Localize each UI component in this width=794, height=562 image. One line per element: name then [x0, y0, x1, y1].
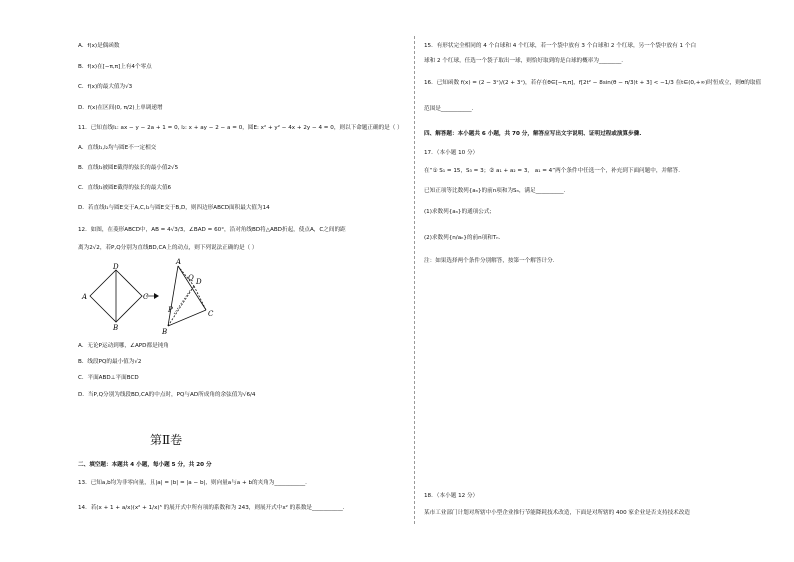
question-13: 13．已知a,b均为非零向量，且|a| = |b| = |a − b|，则向量a与a + b的夹角为___________.: [78, 480, 307, 486]
label-a: A: [82, 293, 88, 301]
q15-line2: 球和 2 个红球，任选一个袋子取出一球，则恰好取到的是白球的概率为________.: [424, 58, 624, 64]
tet-label-p: P: [168, 306, 173, 314]
label-d: D: [113, 263, 119, 271]
label-b: B: [113, 324, 119, 332]
q16-line1: 16．已知函数 f(x) = (2 − 3ˣ)/(2 + 3ˣ)，若存在θ∈[−π,π]，f[2t² − 8sin(θ − π/3)t + 3] < −1/3 在t∈(0,+∞)时恒成立，则θ的取值: [424, 80, 762, 86]
q17-part2: (2)求数列{n/aₙ}的前n项和Tₙ.: [424, 235, 501, 241]
q12-option-d: D．当P,Q分别为线段BD,CA的中点时，PQ与AD所成角的余弦值为√6/4: [78, 392, 256, 398]
label-c: C: [143, 293, 149, 301]
q17-premise: 已知正项等比数列{aₙ}的前n项和为Sₙ，满足__________.: [424, 188, 566, 194]
q10-option-c: C．f(x)的最大值为√3: [78, 84, 133, 90]
q11-option-d: D．若直线l₁与圆E交于A,C,l₂与圆E交于B,D，则四边形ABCD面积最大值为14: [78, 205, 270, 211]
fold-arrow-head: [154, 293, 159, 299]
q12-option-a: A．无论P运动到哪，∠APD都是钝角: [78, 343, 169, 349]
tetrahedron-figure: [162, 258, 242, 338]
tet-label-c: C: [208, 310, 214, 318]
edge-ac: [178, 266, 206, 310]
q16-line2: 范围是___________.: [424, 106, 474, 112]
tet-label-d: D: [196, 278, 202, 286]
edge-dc: [194, 286, 206, 310]
q12-option-b: B．线段PQ的最小值为√2: [78, 359, 142, 365]
edge-bc: [168, 310, 206, 326]
q18-heading: 18．（本小题 12 分）: [424, 493, 479, 499]
q10-option-b: B．f(x)在[−π,π]上有4个零点: [78, 64, 152, 70]
left-column: [78, 0, 408, 562]
q10-option-a: A．f(x)是偶函数: [78, 43, 120, 49]
edge-ab: [168, 266, 178, 326]
q11-option-c: C．直线l₁被圆E截得的弦长的最大值6: [78, 185, 172, 191]
q12-option-c: C．平面ABD⊥平面BCD: [78, 375, 139, 381]
q15-line1: 15．有形状完全相同的 4 个白球和 4 个红球，若一个袋中放有 3 个白球和 2 个红球，另一个袋中放有 1 个白: [424, 43, 697, 49]
q17-note: 注：如果选择两个条件分别解答，按第一个解答计分.: [424, 258, 555, 264]
part-two-title: 第Ⅱ卷: [150, 433, 183, 447]
q10-option-d: D．f(x)在区间(0, π/2)上单调递增: [78, 105, 163, 111]
q17-condition: 在“① S₁ = 15，S₃ = 3；② a₁ + a₂ = 3， a₁ = 4”两个条件中任选一个，补充到下面问题中，并解答.: [424, 168, 680, 174]
q18-line1: 某市工业部门计划对所辖中小型企业推行节能降耗技术改造，下面是对所辖的 400 家企业是否支持技术改造: [424, 510, 690, 516]
column-divider: [414, 36, 415, 524]
q12-stem-line2: 离为2√2，若P,Q分别为直线BD,CA上的动点，则下列说法正确的是（ ）: [78, 245, 258, 251]
tet-label-q: Q: [188, 274, 194, 282]
q11-option-a: A．直线l₁,l₂均与圆E不一定相交: [78, 145, 157, 151]
q17-heading: 17．（本小题 10 分）: [424, 150, 479, 156]
tet-label-a: A: [176, 258, 182, 266]
tet-label-b: B: [162, 328, 168, 336]
section-answer-heading: 四、解答题：本小题共 6 小题，共 70 分，解答应写出文字说明、证明过程或演算步骤.: [424, 131, 642, 137]
q17-part1: (1)求数列{aₙ}的通项公式;: [424, 209, 492, 215]
question-14: 14．若(x + 1 + a/x)(x² + 1/x)⁵ 的展开式中所有项的系数和为 243，则展开式中x² 的系数是___________.: [78, 505, 345, 511]
q11-option-b: B．直线l₁被圆E截得的弦长的最小值2√5: [78, 165, 179, 171]
section-fill-in-heading: 二、填空题：本题共 4 小题，每小题 5 分，共 20 分: [78, 462, 212, 468]
segment-pq: [174, 289, 191, 314]
q11-stem: 11．已知直线l₁: ax − y − 2a + 1 = 0, l₂: x + ay − 2 − a = 0，圆E: x² + y² − 4x + 2y − 4 = 0，则以下命题正确的是（ ）: [78, 125, 403, 131]
q12-stem-line1: 12．如图，在菱形ABCD中，AB = 4√3/3，∠BAD = 60°，沿对角线BD将△ABD折起，使点A，C之间的距: [78, 227, 346, 233]
right-column: [424, 0, 762, 562]
